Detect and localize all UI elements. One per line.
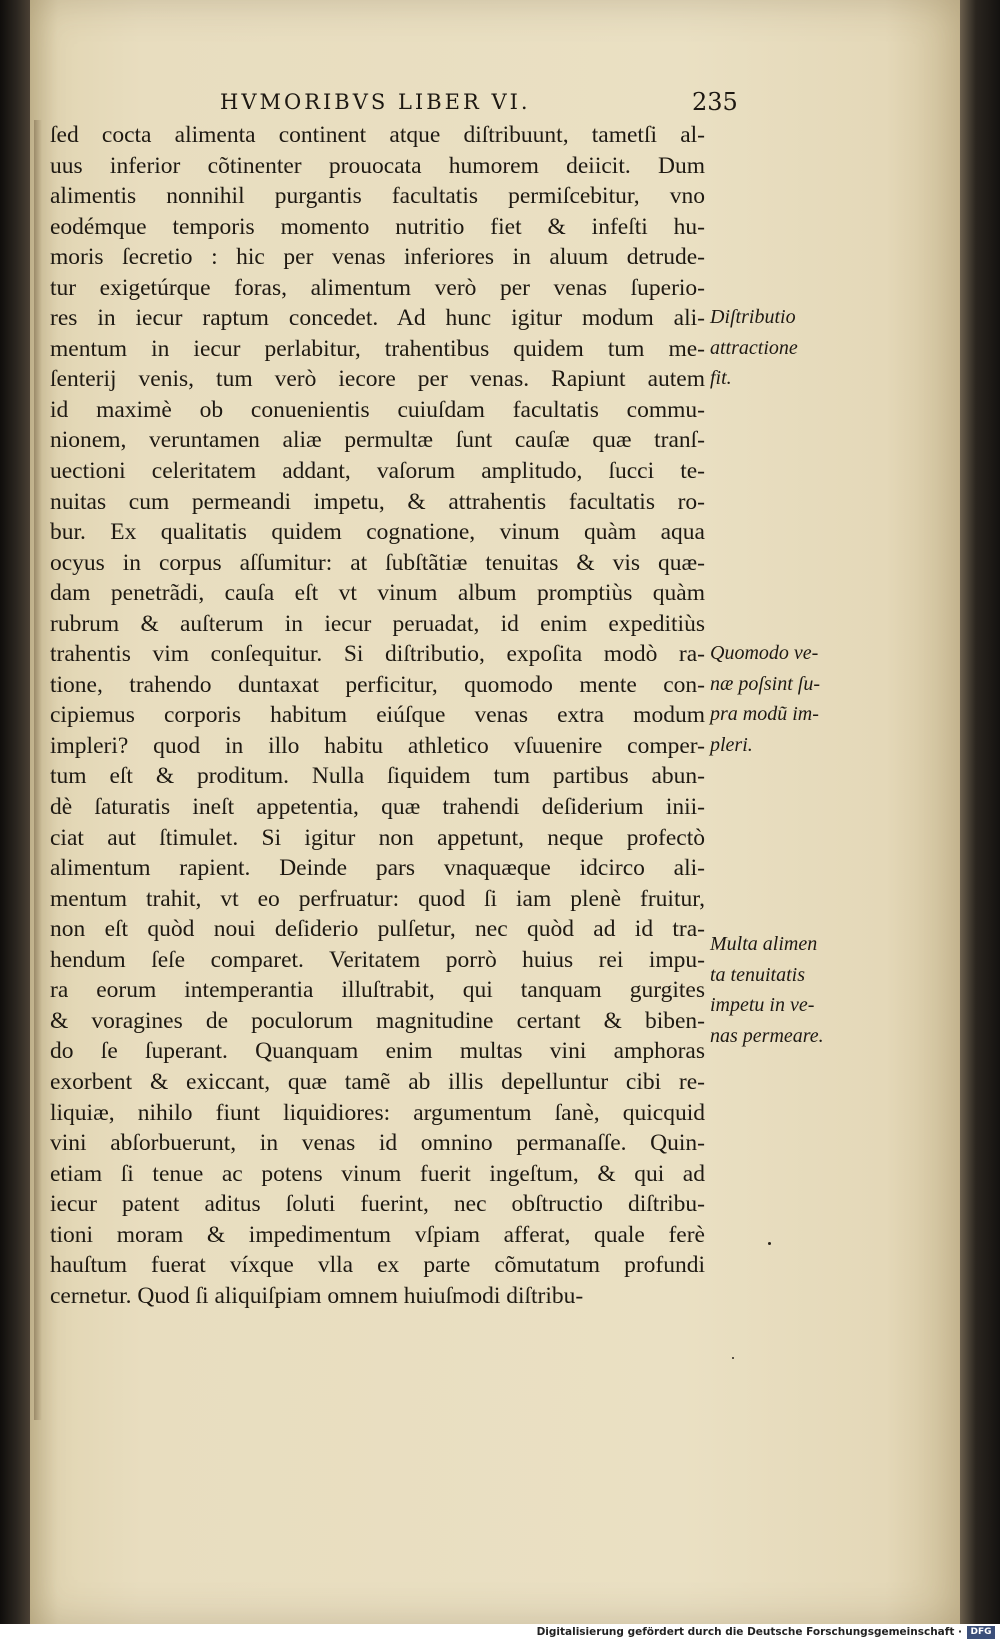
text-line: liquiæ, nihilo fiunt liquidiores: argumentum ſanè, quicquid: [50, 1099, 705, 1126]
text-line: uus inferior cõtinenter prouocata humorem deiicit. Dum: [50, 152, 705, 179]
text-line: exorbent & exiccant, quæ tamẽ ab illis depelluntur cibi re-: [50, 1068, 705, 1095]
margin-note-line: nas permeare.: [710, 1024, 824, 1047]
text-line: alimentum rapient. Deinde pars vnaquæque idcirco ali-: [50, 855, 705, 882]
ink-speck: [768, 1242, 771, 1245]
text-line: tioni moram & impedimentum vſpiam afferat, quale ferè: [50, 1221, 705, 1248]
page-edge-shadow: [960, 0, 1000, 1624]
ink-speck: [732, 1357, 734, 1359]
text-line: id maximè ob conuenientis cuiuſdam facultatis commu-: [50, 396, 705, 423]
margin-note-quomodo: [710, 638, 820, 760]
margin-note-line: næ poſsint ſu-: [710, 672, 821, 695]
text-line: rubrum & auſterum in iecur peruadat, id enim expeditiùs: [50, 610, 705, 637]
margin-note-line: attractione: [710, 336, 798, 359]
margin-note-line: impetu in ve-: [710, 994, 815, 1017]
text-line: nionem, veruntamen aliæ permultæ ſunt cauſæ quæ tranſ-: [50, 427, 705, 454]
book-page: [30, 0, 960, 1624]
text-line: bur. Ex qualitatis quidem cognatione, vinum quàm aqua: [50, 519, 705, 546]
running-title: HVMORIBVS LIBER VI.: [220, 90, 531, 114]
text-line: & voragines de poculorum magnitudine certant & biben-: [50, 1007, 705, 1034]
text-line: res in iecur raptum concedet. Ad hunc igitur modum ali-: [50, 305, 705, 332]
text-line: tur exigetúrque foras, alimentum verò per venas ſuperio-: [50, 274, 705, 301]
margin-note-line: Quomodo ve-: [710, 642, 819, 664]
margin-note-line: pleri.: [710, 733, 753, 756]
dfg-logo-icon: DFG: [967, 1626, 995, 1639]
text-line: hauſtum fuerat víxque vlla ex parte cõmutatum profundi: [50, 1252, 705, 1279]
text-line: tum eſt & proditum. Nulla ſiquidem tum partibus abun-: [50, 763, 705, 790]
margin-note-distributio: [710, 302, 798, 394]
margin-note-line: pra modũ im-: [710, 703, 819, 726]
text-line: etiam ſi tenue ac potens vinum fuerit ingeſtum, & qui ad: [50, 1160, 705, 1187]
text-line: moris ſecretio : hic per venas inferiores in aluum detrude-: [50, 244, 705, 271]
margin-note-line: fit.: [710, 367, 732, 390]
book-binding-shadow: [0, 0, 30, 1643]
text-line: cipiemus corporis habitum eiúſque venas extra modum: [50, 702, 705, 729]
text-line: dam penetrãdi, cauſa eſt vt vinum album promptiùs quàm: [50, 580, 705, 607]
text-line: alimentis nonnihil purgantis facultatis permiſcebitur, vno: [50, 183, 705, 210]
text-line: trahentis vim conſequitur. Si diſtributio, expoſita modò ra-: [50, 641, 705, 668]
text-line: tione, trahendo duntaxat perficitur, quomodo mente con-: [50, 671, 705, 698]
text-line: ſenterij venis, tum verò iecore per venas. Rapiunt autem: [50, 366, 705, 393]
page-fold-shadow: [34, 120, 42, 1420]
text-line: dè ſaturatis ineſt appetentia, quæ trahendi deſiderium inii-: [50, 794, 705, 821]
text-line: vini abſorbuerunt, in venas id omnino permanaſſe. Quin-: [50, 1130, 705, 1157]
text-line: impleri? quod in illo habitu athletico vſuuenire comper-: [50, 732, 705, 759]
text-line: mentum trahit, vt eo perfruatur: quod ſi iam plenè fruitur,: [50, 885, 705, 912]
text-line: hendum ſeſe comparet. Veritatem porrò huius rei impu-: [50, 946, 705, 973]
text-line: eodémque temporis momento nutritio fiet & infeſti hu-: [50, 213, 705, 240]
text-line: mentum in iecur perlabitur, trahentibus quidem tum me-: [50, 335, 705, 362]
margin-note-multa-alimenta: [710, 929, 824, 1051]
margin-note-line: Diſtributio: [710, 306, 796, 328]
text-line: ra eorum intemperantia illuſtrabit, qui tanquam gurgites: [50, 977, 705, 1004]
margin-note-line: Multa alimen: [710, 933, 818, 955]
text-line: ciat aut ſtimulet. Si igitur non appetunt, neque profectò: [50, 824, 705, 851]
margin-note-line: ta tenuitatis: [710, 963, 805, 986]
body-text: [50, 120, 705, 1311]
page-number: 235: [692, 88, 738, 116]
text-line: do ſe ſuperant. Quanquam enim multas vini amphoras: [50, 1038, 705, 1065]
text-line: iecur patent aditus ſoluti fuerint, nec obſtructio diſtribu-: [50, 1191, 705, 1218]
text-line: cernetur. Quod ſi aliquiſpiam omnem huiuſmodi diſtribu-: [50, 1282, 584, 1309]
text-line: nuitas cum permeandi impetu, & attrahentis facultatis ro-: [50, 488, 705, 515]
funding-credit: Digitalisierung gefördert durch die Deutsche Forschungsgemeinschaft ·: [536, 1626, 962, 1638]
text-line: ſed cocta alimenta continent atque diſtribuunt, tametſi al-: [50, 122, 705, 148]
text-line: non eſt quòd noui deſiderio pulſetur, nec quòd ad id tra-: [50, 916, 705, 943]
text-line: ocyus in corpus aſſumitur: at ſubſtãtiæ tenuitas & vis quæ-: [50, 549, 705, 576]
text-line: uectioni celeritatem addant, vaſorum amplitudo, ſucci te-: [50, 458, 705, 485]
